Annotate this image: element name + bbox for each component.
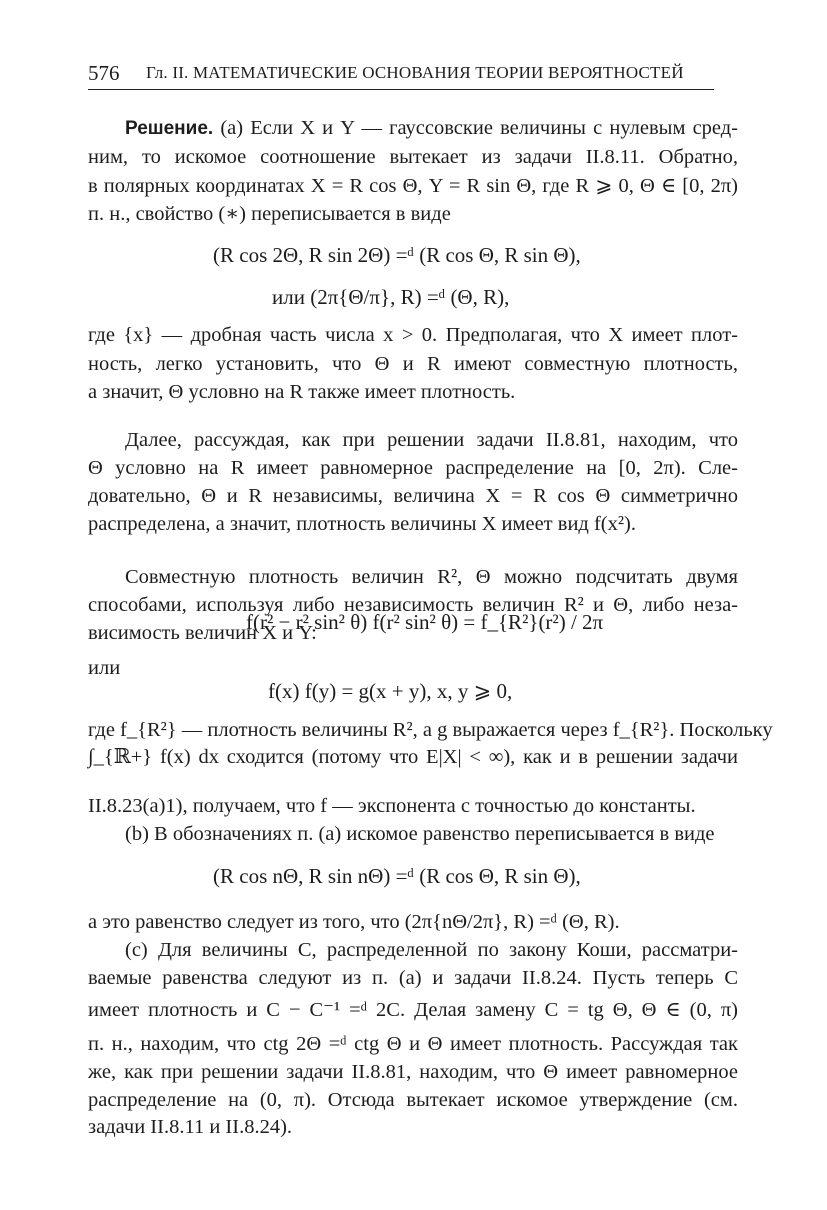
- paragraph-line: способами, используя либо независимость величин R² и Θ, либо неза-: [88, 594, 738, 616]
- paragraph-line: в полярных координатах X = R cos Θ, Y = R sin Θ, где R ⩾ 0, Θ ∈ [0, 2π): [88, 175, 738, 197]
- paragraph-line: п. н., свойство (∗) переписывается в виде: [88, 203, 451, 225]
- paragraph-line: распределена, а значит, плотность величины X имеет вид f(x²).: [88, 513, 636, 535]
- paragraph-line: а это равенство следует из того, что (2π{nΘ/2π}, R) =ᵈ (Θ, R).: [88, 911, 620, 933]
- paragraph-line: или: [88, 657, 121, 679]
- paragraph-line: ним, то искомое соотношение вытекает из задачи II.8.11. Обратно,: [88, 146, 738, 168]
- paragraph-line: Решение. (a) Если X и Y — гауссовские величины с нулевым сред-: [125, 117, 738, 139]
- paragraph-line: ваемые равенства следуют из п. (a) и задачи II.8.24. Пусть теперь C: [88, 967, 738, 989]
- display-formula: f(r² − r² sin² θ) f(r² sin² θ) = f_{R²}(r²) / 2π: [246, 610, 604, 634]
- paragraph-line: где {x} — дробная часть числа x > 0. Предполагая, что X имеет плот-: [88, 324, 738, 346]
- paragraph-line: Далее, рассуждая, как при решении задачи II.8.81, находим, что: [125, 429, 738, 451]
- paragraph-line: задачи II.8.11 и II.8.24).: [88, 1116, 293, 1138]
- paragraph-line: п. н., находим, что ctg 2Θ =ᵈ ctg Θ и Θ имеет плотность. Рассуждая так: [88, 1033, 738, 1055]
- paragraph-line: Совместную плотность величин R², Θ можно подсчитать двумя: [125, 566, 738, 588]
- page-header: [88, 59, 714, 90]
- display-formula: (R cos 2Θ, R sin 2Θ) =ᵈ (R cos Θ, R sin Θ),: [213, 243, 581, 267]
- paragraph-line: имеет плотность и C − C⁻¹ =ᵈ 2C. Делая замену C = tg Θ, Θ ∈ (0, π): [88, 999, 738, 1021]
- chapter-title: Гл. II. МАТЕМАТИЧЕСКИЕ ОСНОВАНИЯ ТЕОРИИ ВЕРОЯТНОСТЕЙ: [146, 63, 684, 82]
- display-formula: или (2π{Θ/π}, R) =ᵈ (Θ, R),: [272, 285, 510, 309]
- paragraph-line: распределение на (0, π). Отсюда вытекает искомое утверждение (см.: [88, 1089, 738, 1111]
- paragraph-line: Θ условно на R имеет равномерное распределение на [0, 2π). Сле-: [88, 457, 738, 479]
- paragraph-line: II.8.23(a)1), получаем, что f — экспонента с точностью до константы.: [88, 795, 696, 817]
- paragraph-line: же, как при решении задачи II.8.81, находим, что Θ имеет равномерное: [88, 1061, 738, 1083]
- paragraph-line: (b) В обозначениях п. (a) искомое равенство переписывается в виде: [125, 823, 715, 845]
- paragraph-line: где f_{R²} — плотность величины R², а g выражается через f_{R²}. Поскольку: [88, 719, 773, 741]
- page-number: 576: [88, 61, 120, 85]
- solution-label: Решение.: [125, 118, 214, 139]
- paragraph-line: довательно, Θ и R независимы, величина X = R cos Θ симметрично: [88, 485, 738, 507]
- paragraph-line: (c) Для величины C, распределенной по закону Коши, рассматри-: [125, 939, 738, 961]
- display-formula: (R cos nΘ, R sin nΘ) =ᵈ (R cos Θ, R sin Θ),: [213, 864, 581, 888]
- paragraph-line: висимость величин X и Y:: [88, 622, 317, 644]
- paragraph-line: ∫_{ℝ+} f(x) dx сходится (потому что E|X| < ∞), как и в решении задачи: [88, 746, 738, 768]
- display-formula: f(x) f(y) = g(x + y), x, y ⩾ 0,: [268, 679, 513, 703]
- paragraph-line: а значит, Θ условно на R также имеет плотность.: [88, 381, 516, 403]
- paragraph-line: ность, легко установить, что Θ и R имеют совместную плотность,: [88, 353, 738, 375]
